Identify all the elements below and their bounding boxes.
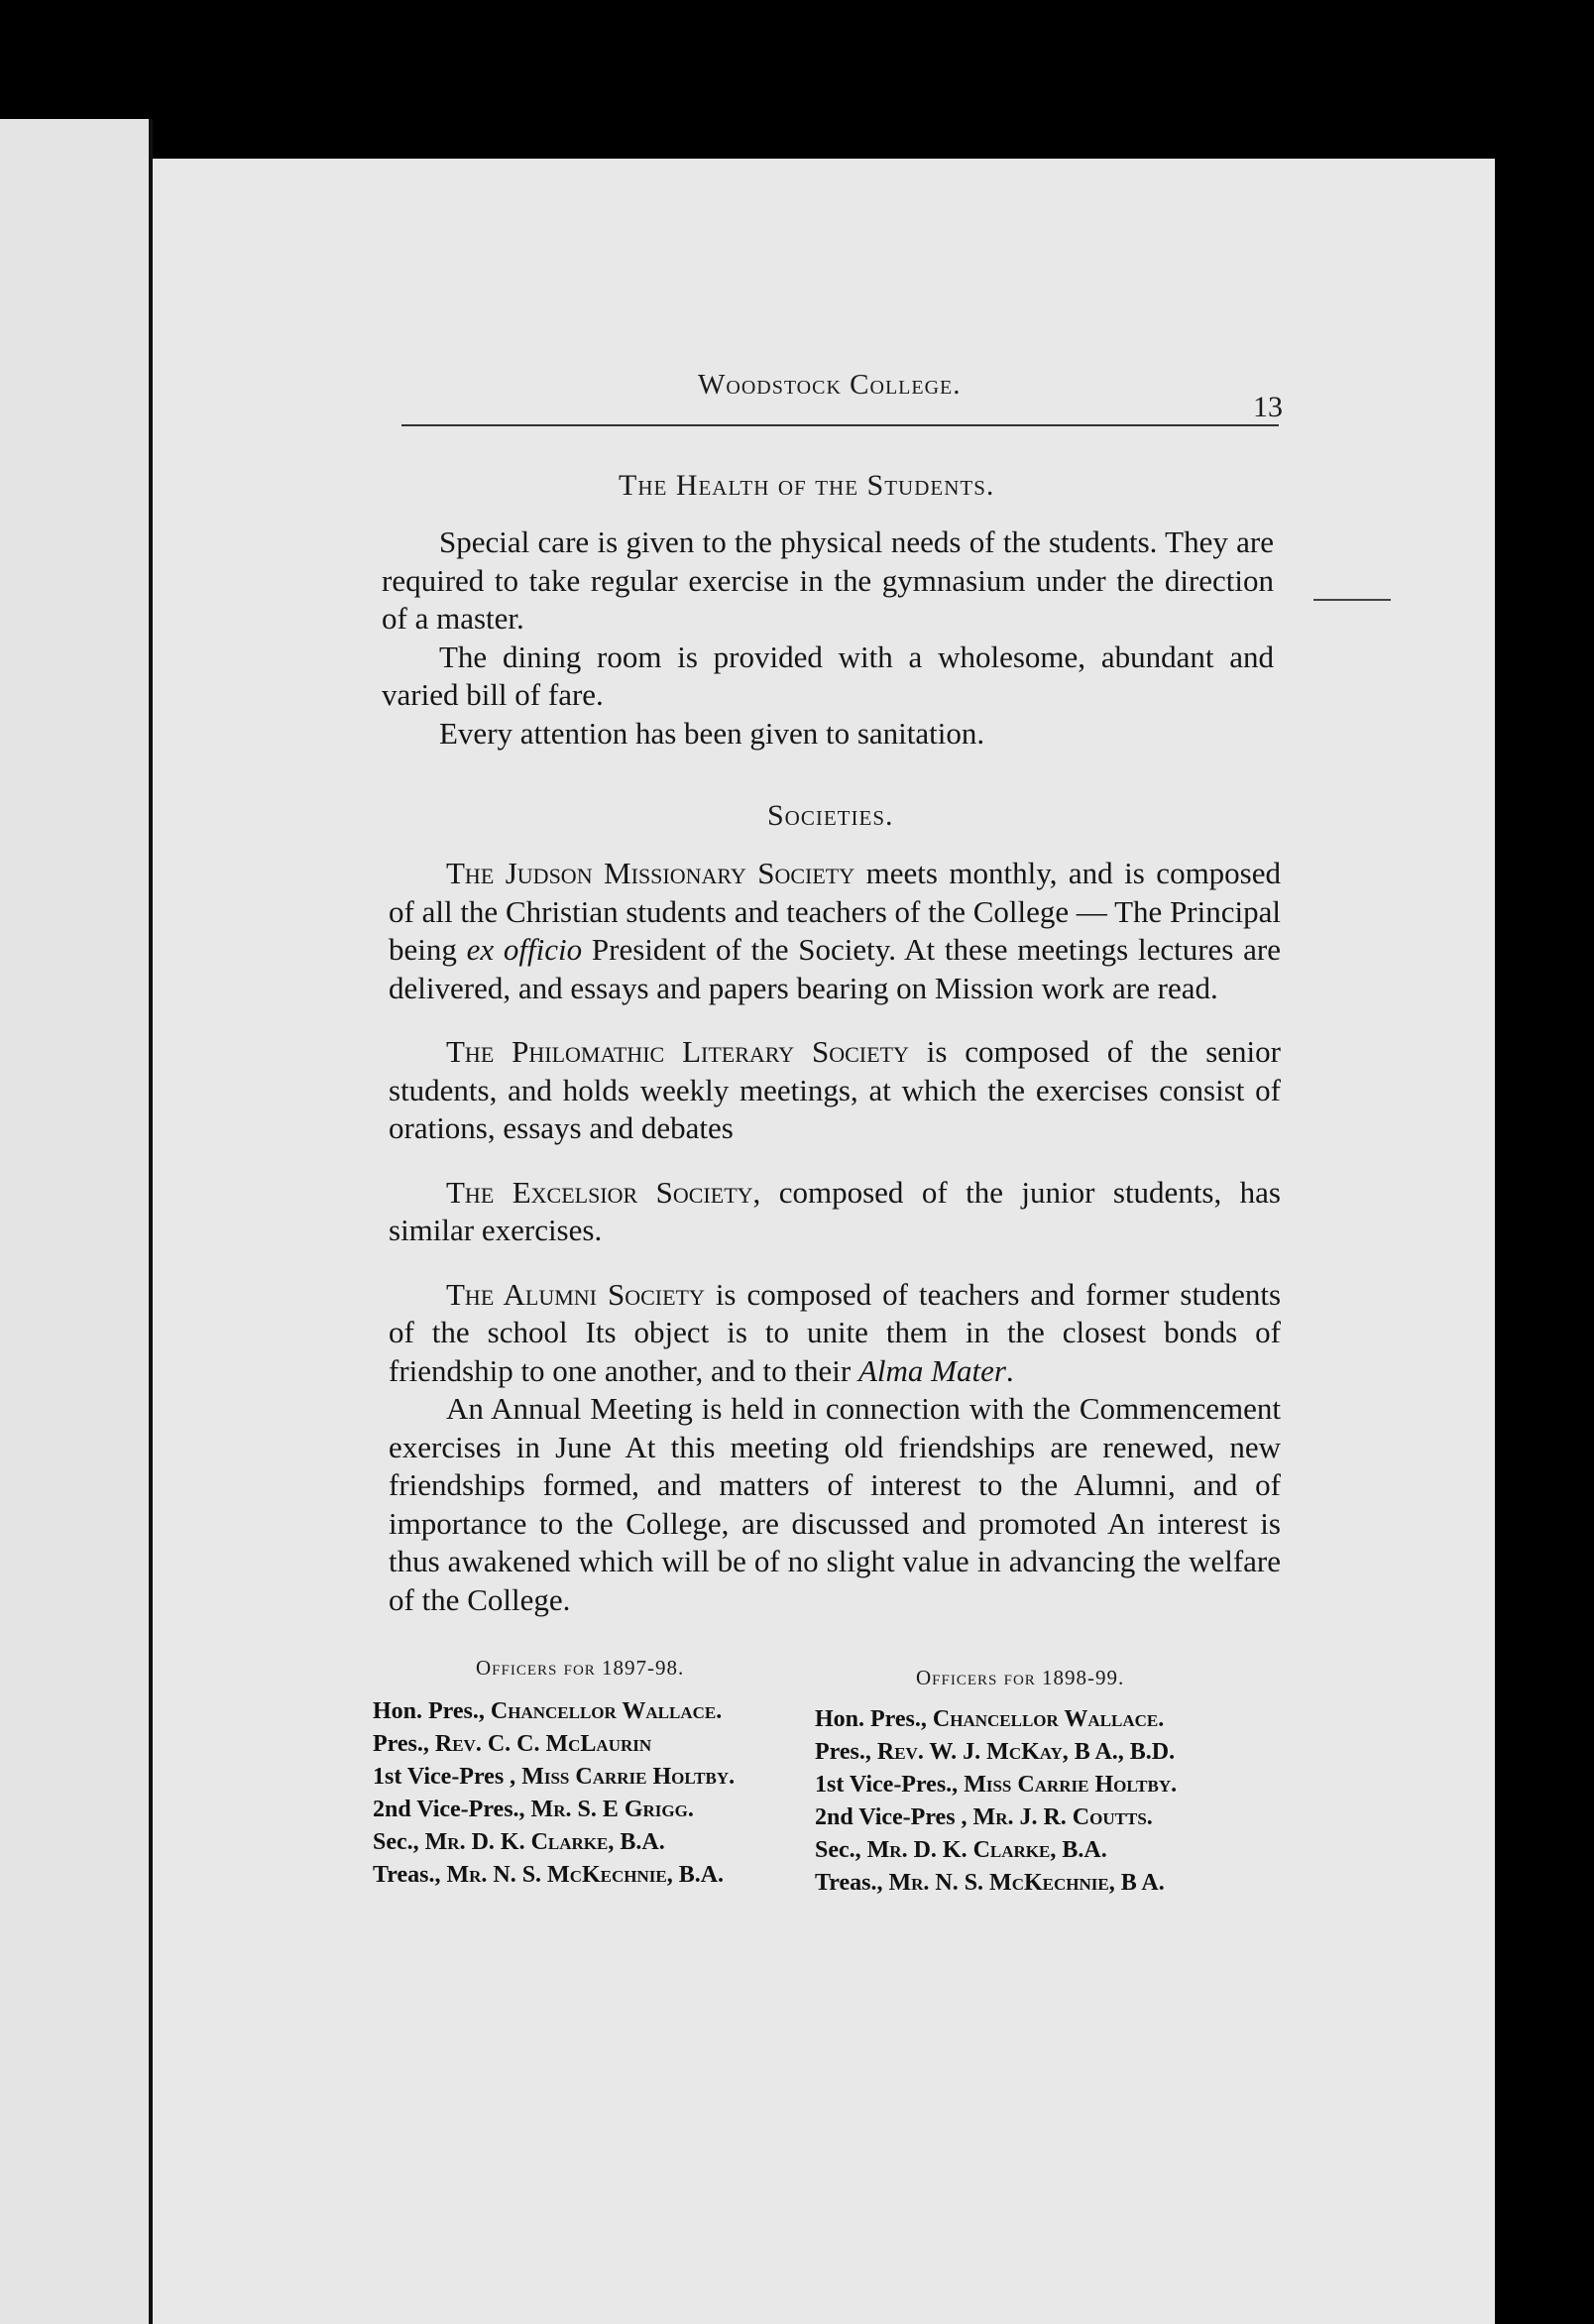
left-page-edge [0, 119, 149, 2324]
officer-row: 1st Vice-Pres., Miss Carrie Holtby. [815, 1772, 1178, 1798]
officers-heading-left: Officers for 1897-98. [476, 1656, 685, 1680]
annual-meeting-paragraph: An Annual Meeting is held in connection with the Commencement exercises in June At this meeting old friendships are renewed, new friendships formed, and matters of interest to the Alumni, and of importance to the College, are discussed and promoted An interest is thus awakened which will be of no slight value in advancing the welfare of the College. [389, 1391, 1281, 1617]
officers-list-right [815, 1703, 1177, 1900]
officer-row: Pres., Rev. W. J. McKay, B A., B.D. [815, 1739, 1176, 1765]
societies-section-title: Societies. [767, 799, 894, 832]
judson-paragraph: The Judson Missionary Society meets monthly, and is composed of all the Christian students and teachers of the College — The Principal being ex officio President of the Society. At these meetings lectures are delivered, and essays and papers bearing on Mission work are read. [389, 856, 1282, 1005]
officer-row: Treas., Mr. N. S. McKechnie, B A. [815, 1870, 1165, 1896]
philomathic-paragraph: The Philomathic Literary Society is composed of the senior students, and holds weekly meetings, at which the exercises consist of orations, essays and debates [389, 1034, 1281, 1145]
officer-row: Pres., Rev. C. C. McLaurin [373, 1731, 652, 1757]
officers-list-left [373, 1695, 735, 1892]
officer-row: 2nd Vice-Pres., Mr. S. E Grigg. [373, 1797, 694, 1822]
officer-row: Sec., Mr. D. K. Clarke, B.A. [373, 1829, 665, 1855]
running-head: Woodstock College. [698, 369, 962, 401]
officer-row: Treas., Mr. N. S. McKechnie, B.A. [373, 1862, 725, 1888]
alumni-paragraph: The Alumni Society is composed of teachers and former students of the school Its object is to unite them in the closest bonds of friendship to one another, and to their Alma Mater. [389, 1276, 1282, 1388]
officers-heading-right: Officers for 1898-99. [916, 1666, 1125, 1689]
excelsior-paragraph: The Excelsior Society, composed of the junior students, has similar exercises. [389, 1174, 1281, 1247]
societies-section-body [389, 855, 1281, 1619]
officer-row: Sec., Mr. D. K. Clarke, B.A. [815, 1837, 1107, 1863]
society-name: The Excelsior Society [446, 1174, 753, 1210]
health-paragraph: The dining room is provided with a wholesome, abundant and varied bill of fare. [382, 639, 1274, 712]
latin-phrase: Alma Mater [857, 1352, 1006, 1388]
page-number: 13 [1253, 391, 1283, 423]
officer-row: Hon. Pres., Chancellor Wallace. [373, 1698, 723, 1724]
health-section-body [382, 523, 1274, 753]
page-shadow [1495, 159, 1594, 2324]
society-name: The Alumni Society [446, 1276, 705, 1312]
latin-phrase: ex officio [466, 932, 583, 967]
health-section-title: The Health of the Students. [619, 469, 995, 502]
health-paragraph: Special care is given to the physical needs of the students. They are required to take regular exercise in the gymnasium under the direction of a master. [382, 524, 1274, 636]
margin-mark [1313, 599, 1391, 601]
health-paragraph: Every attention has been given to sanitation. [439, 715, 985, 751]
society-name: The Philomathic Literary Society [446, 1034, 909, 1069]
officer-row: Hon. Pres., Chancellor Wallace. [815, 1706, 1165, 1732]
header-rule [401, 424, 1279, 426]
officer-row: 1st Vice-Pres , Miss Carrie Holtby. [373, 1764, 736, 1790]
officer-row: 2nd Vice-Pres , Mr. J. R. Coutts. [815, 1804, 1153, 1830]
society-name: The Judson Missionary Society [446, 856, 855, 890]
